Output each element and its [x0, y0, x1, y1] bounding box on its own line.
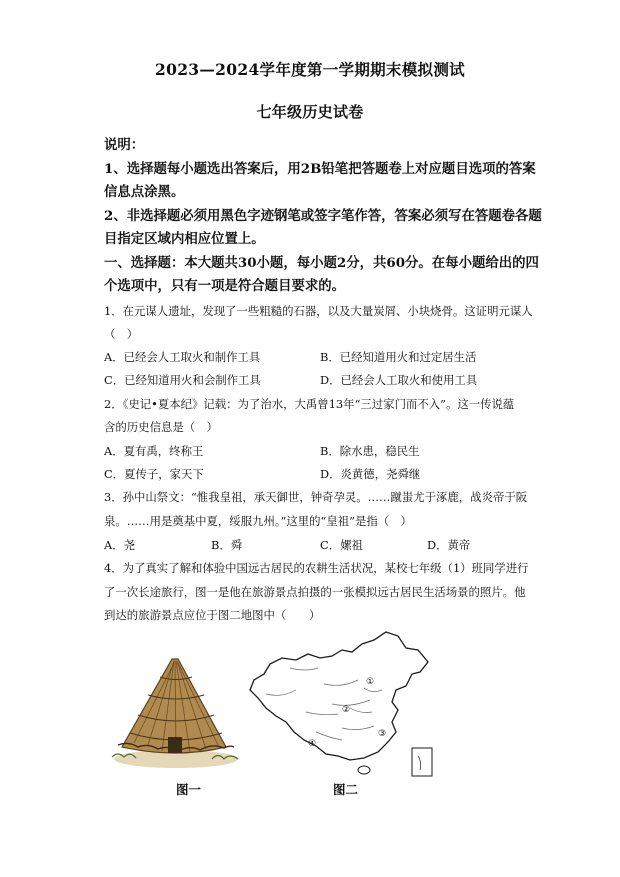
question-4-stem-line-1: 4．为了真实了解和体验中国远古居民的农耕生活状况，某校七年级（1）班同学进行: [104, 561, 529, 575]
question-2-stem-line-2: 含的历史信息是（ ）: [104, 420, 218, 434]
figure-2-china-map-image: [246, 628, 436, 778]
question-1-option-b: B．已经知道用火和过定居生活: [320, 350, 477, 364]
instruction-2-line-2: 目指定区域内相应位置上。: [104, 231, 265, 247]
question-4-stem-line-2: 了一次长途旅行，图一是他在旅游景点拍摄的一张模拟远古居民生活场景的照片。他: [104, 585, 526, 599]
figure-1-thatched-hut-image: [108, 655, 242, 773]
question-3-option-b: B．舜: [211, 538, 243, 552]
exam-subtitle: 七年级历史试卷: [256, 103, 364, 121]
question-3-option-a: A．尧: [104, 538, 136, 552]
map-marker-1: ①: [366, 677, 375, 687]
question-1-option-d: D．已经会人工取火和使用工具: [320, 373, 478, 387]
figure-1-caption: 图一: [176, 782, 202, 797]
figure-2-caption: 图二: [333, 782, 359, 797]
question-2-option-c: C．夏传子，家天下: [104, 467, 204, 481]
question-1-option-c: C．已经知道用火和会制作工具: [104, 373, 261, 387]
question-2-option-d: D．炎黄德，尧舜继: [320, 467, 421, 481]
question-1-stem-line-1: 1．在元谋人遗址，发现了一些粗糙的石器，以及大量炭屑、小块烧骨。这证明元谋人: [104, 304, 533, 318]
instruction-1-line-2: 信息点涂黑。: [104, 184, 185, 200]
instructions-heading: 说明：: [104, 137, 145, 153]
question-3-stem-line-2: 泉。……用是奠基中夏，绥服九州。”这里的“皇祖”是指（ ）: [104, 514, 412, 528]
question-3-stem-line-1: 3．孙中山祭文：“惟我皇祖，承天御世，钟奇孕灵。……蹴蚩尤于涿鹿，战炎帝于阪: [104, 490, 528, 504]
map-marker-3: ③: [378, 729, 387, 739]
question-1-stem-line-2: （ ）: [104, 327, 139, 341]
question-1-option-a: A．已经会人工取火和制作工具: [104, 350, 261, 364]
instruction-1-line-1: 1、选择题每小题选出答案后，用2B铅笔把答题卷上对应题目选项的答案: [104, 161, 536, 177]
map-marker-2: ②: [342, 705, 351, 715]
question-3-option-c: C．嫘祖: [320, 538, 363, 552]
section-heading-line-1: 一、选择题：本大题共30小题，每小题2分，共60分。在每小题给出的四: [104, 255, 539, 271]
question-3-option-d: D．黄帝: [427, 538, 471, 552]
question-2-stem-line-1: 2．《史记•夏本纪》记载：为了治水，大禹曾13年“三过家门而不入”。这一传说蕴: [104, 397, 515, 411]
exam-title: 2023—2024学年度第一学期期末模拟测试: [155, 60, 465, 79]
map-marker-4: ④: [308, 739, 317, 749]
instruction-2-line-1: 2、非选择题必须用黑色字迹钢笔或签字笔作答，答案必须写在答题卷各题: [104, 208, 542, 224]
question-4-stem-line-3: 到达的旅游景点应位于图二地图中（ ）: [104, 608, 321, 622]
question-2-option-a: A．夏有禹，终称王: [104, 444, 204, 458]
question-2-option-b: B．除水患，稳民生: [320, 444, 420, 458]
section-heading-line-2: 个选项中，只有一项是符合题目要求的。: [104, 278, 346, 294]
